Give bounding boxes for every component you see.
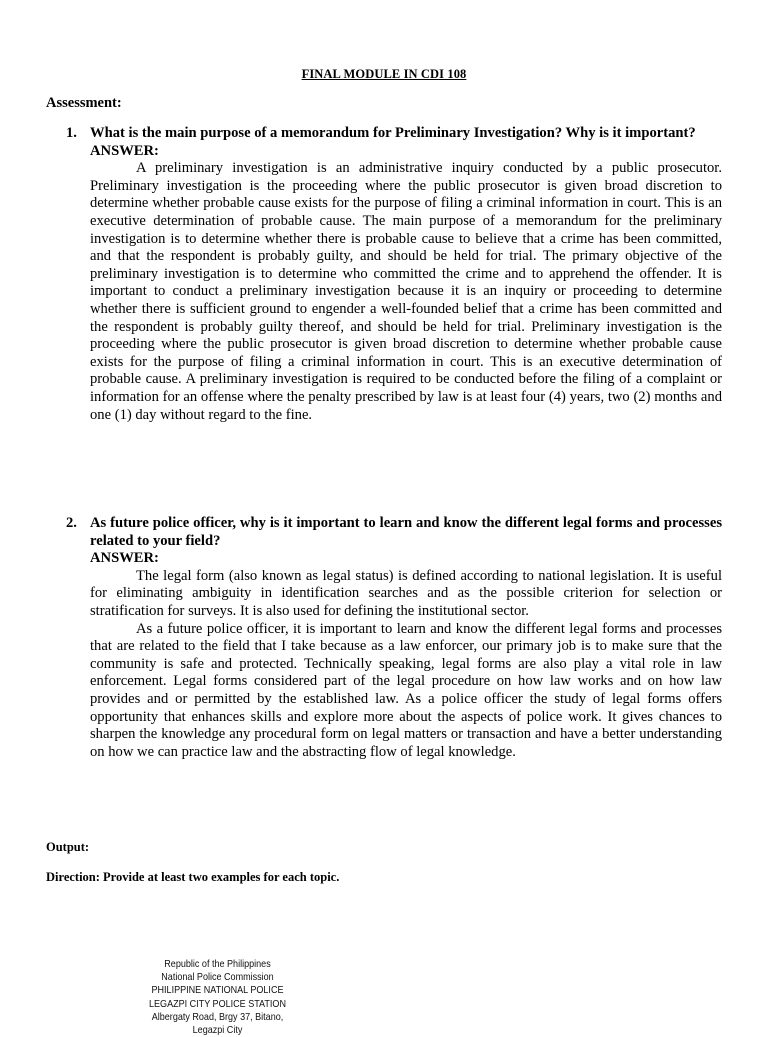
letterhead-line: LEGAZPI CITY POLICE STATION (148, 997, 286, 1010)
question-item-1 (66, 125, 722, 424)
section-label: Assessment: (46, 95, 122, 111)
letterhead-line: National Police Commission (161, 971, 274, 984)
question-text: As future police officer, why is it important to learn and know the different legal forms and processes related to your field? (90, 515, 722, 549)
letterhead-line: PHILIPPINE NATIONAL POLICE (151, 984, 284, 997)
question-item-2 (66, 515, 722, 761)
letterhead-line: Republic of the Philippines (164, 958, 271, 970)
question-number: 2. (66, 515, 77, 531)
answer-paragraph: A preliminary investigation is an administrative inquiry conducted by a public prosecutor. Preliminary investigation is the proceeding where the public prosecutor is given broad discretion to determine whether probable cause exists for the purpose of filing a criminal information in court. This is an executive determination of probable cause. The main purpose of a memorandum for the preliminary investigation is to determine whether there is probable cause to believe that a crime has been committed, and that the respondent is probably guilty, and should be held for trial. The primary objective of the preliminary investigation is to determine who committed the crime and to apprehend the offender. It is important to conduct a preliminary investigation because it is an inquiry or proceeding to determine whether there is sufficient ground to engender a well-founded belief that a crime has been committed and the respondent is probably guilty thereof, and should be held for trial. Preliminary investigation is the proceeding where the public prosecutor is given broad discretion to determine whether probable cause exists for the purpose of filing a criminal information in court. This is an executive determination of probable cause. A preliminary investigation is required to be conducted before the filing of a complaint or information for an offense where the penalty prescribed by law is at least four (4) years, two (2) months and one (1) day without regard to the fine. (90, 160, 722, 423)
question-number: 1. (66, 125, 77, 141)
answer-paragraph: The legal form (also known as legal status) is defined according to national legislation. It is useful for eliminating ambiguity in identification searches and as the possible criterion for selection or stratification for surveys. It is also used for defining the institutional sector. (90, 567, 722, 619)
letterhead-line: Albergaty Road, Brgy 37, Bitano, Legazpi City (151, 1010, 284, 1037)
answer-label: ANSWER: (90, 550, 159, 567)
output-label: Output: (46, 840, 90, 854)
answer-label: ANSWER: (90, 142, 159, 159)
question-body (90, 515, 722, 761)
police-letterhead (142, 958, 293, 1037)
direction-text: Direction: Provide at least two examples for each topic. (46, 870, 340, 884)
page-title: FINAL MODULE IN CDI 108 (301, 67, 467, 81)
answer-paragraph: As a future police officer, it is important to learn and know the different legal forms and processes that are related to the field that I take because as a law enforcer, our primary job is to make sure that the community is safe and protected. Technically speaking, legal forms are also play a vital role in law enforcement. Legal forms considered part of the legal procedure on how law works and on how law provides and or permitted by the established law. As a police officer the study of legal forms offers opportunity that enhances skills and explore more about the aspects of police work. It gives chances to sharpen the knowledge any procedural form on legal matters or transaction and have a better understanding on how we can practice law and the abstracting flow of legal knowledge. (90, 620, 722, 760)
question-body (90, 125, 722, 424)
question-text: What is the main purpose of a memorandum for Preliminary Investigation? Why is it important? (90, 125, 696, 141)
